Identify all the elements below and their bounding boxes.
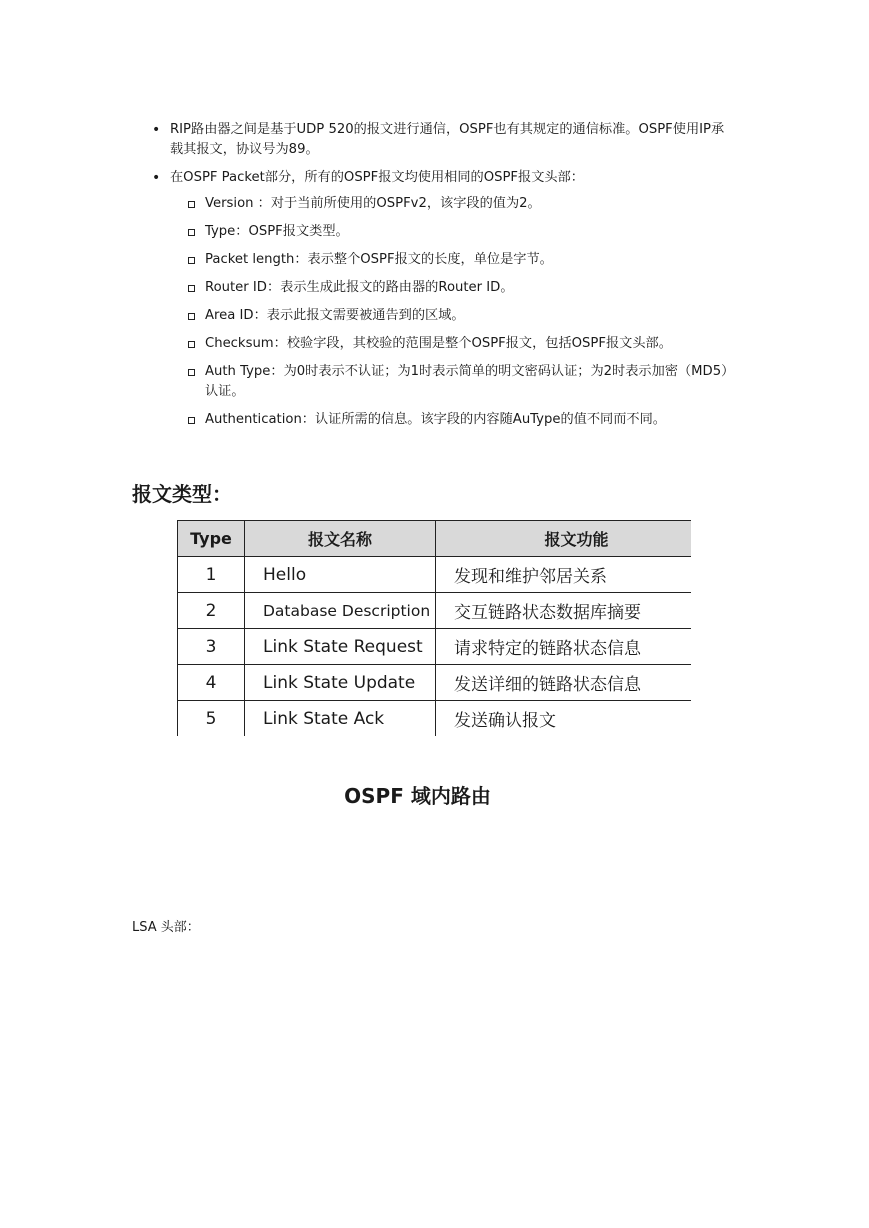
cell-name: Link State Ack [245, 701, 436, 737]
cell-type: 5 [178, 701, 245, 737]
table-row [178, 557, 692, 593]
field-item: Version ：对于当前所使用的OSPFv2，该字段的值为2。 [186, 194, 730, 214]
packet-types-table-wrapper [177, 520, 691, 736]
intra-area-routing-heading: OSPF 域内路由 [344, 784, 491, 808]
cell-function: 发现和维护邻居关系 [436, 557, 692, 593]
cell-function: 交互链路状态数据库摘要 [436, 593, 692, 629]
field-item: Checksum：校验字段，其校验的范围是整个OSPF报文，包括OSPF报文头部。 [186, 334, 730, 354]
cell-type: 4 [178, 665, 245, 701]
cell-type: 3 [178, 629, 245, 665]
cell-name: Hello [245, 557, 436, 593]
col-header-type: Type [178, 521, 245, 557]
bullet-text: RIP路由器之间是基于UDP 520的报文进行通信，OSPF也有其规定的通信标准。OSPF使用IP承载其报文，协议号为89。 [170, 122, 725, 157]
cell-type: 2 [178, 593, 245, 629]
cell-name: Link State Request [245, 629, 436, 665]
table-row [178, 593, 692, 629]
lsa-header-label: LSA 头部： [132, 920, 200, 935]
field-item: Packet length：表示整个OSPF报文的长度，单位是字节。 [186, 250, 730, 270]
table-row [178, 629, 692, 665]
table-row [178, 665, 692, 701]
cell-name: Link State Update [245, 665, 436, 701]
table-header-row [178, 521, 692, 557]
bullet-item [150, 168, 730, 430]
bullet-text: 在OSPF Packet部分，所有的OSPF报文均使用相同的OSPF报文头部： [170, 170, 584, 185]
cell-function: 发送确认报文 [436, 701, 692, 737]
bullet-item [150, 120, 730, 160]
field-item: Authentication：认证所需的信息。该字段的内容随AuType的值不同而不同。 [186, 410, 730, 430]
table-row [178, 701, 692, 737]
field-item: Area ID：表示此报文需要被通告到的区域。 [186, 306, 730, 326]
cell-function: 请求特定的链路状态信息 [436, 629, 692, 665]
ospf-intro-list [150, 120, 730, 438]
cell-function: 发送详细的链路状态信息 [436, 665, 692, 701]
col-header-name: 报文名称 [245, 521, 436, 557]
cell-type: 1 [178, 557, 245, 593]
cell-name: Database Description [245, 593, 436, 629]
field-item: Auth Type：为0时表示不认证；为1时表示简单的明文密码认证；为2时表示加密（MD5）认证。 [186, 362, 730, 402]
field-item: Router ID：表示生成此报文的路由器的Router ID。 [186, 278, 730, 298]
field-item: Type：OSPF报文类型。 [186, 222, 730, 242]
packet-types-heading: 报文类型： [132, 482, 232, 506]
header-fields-list [186, 194, 730, 430]
packet-types-table [177, 520, 691, 736]
col-header-function: 报文功能 [436, 521, 692, 557]
